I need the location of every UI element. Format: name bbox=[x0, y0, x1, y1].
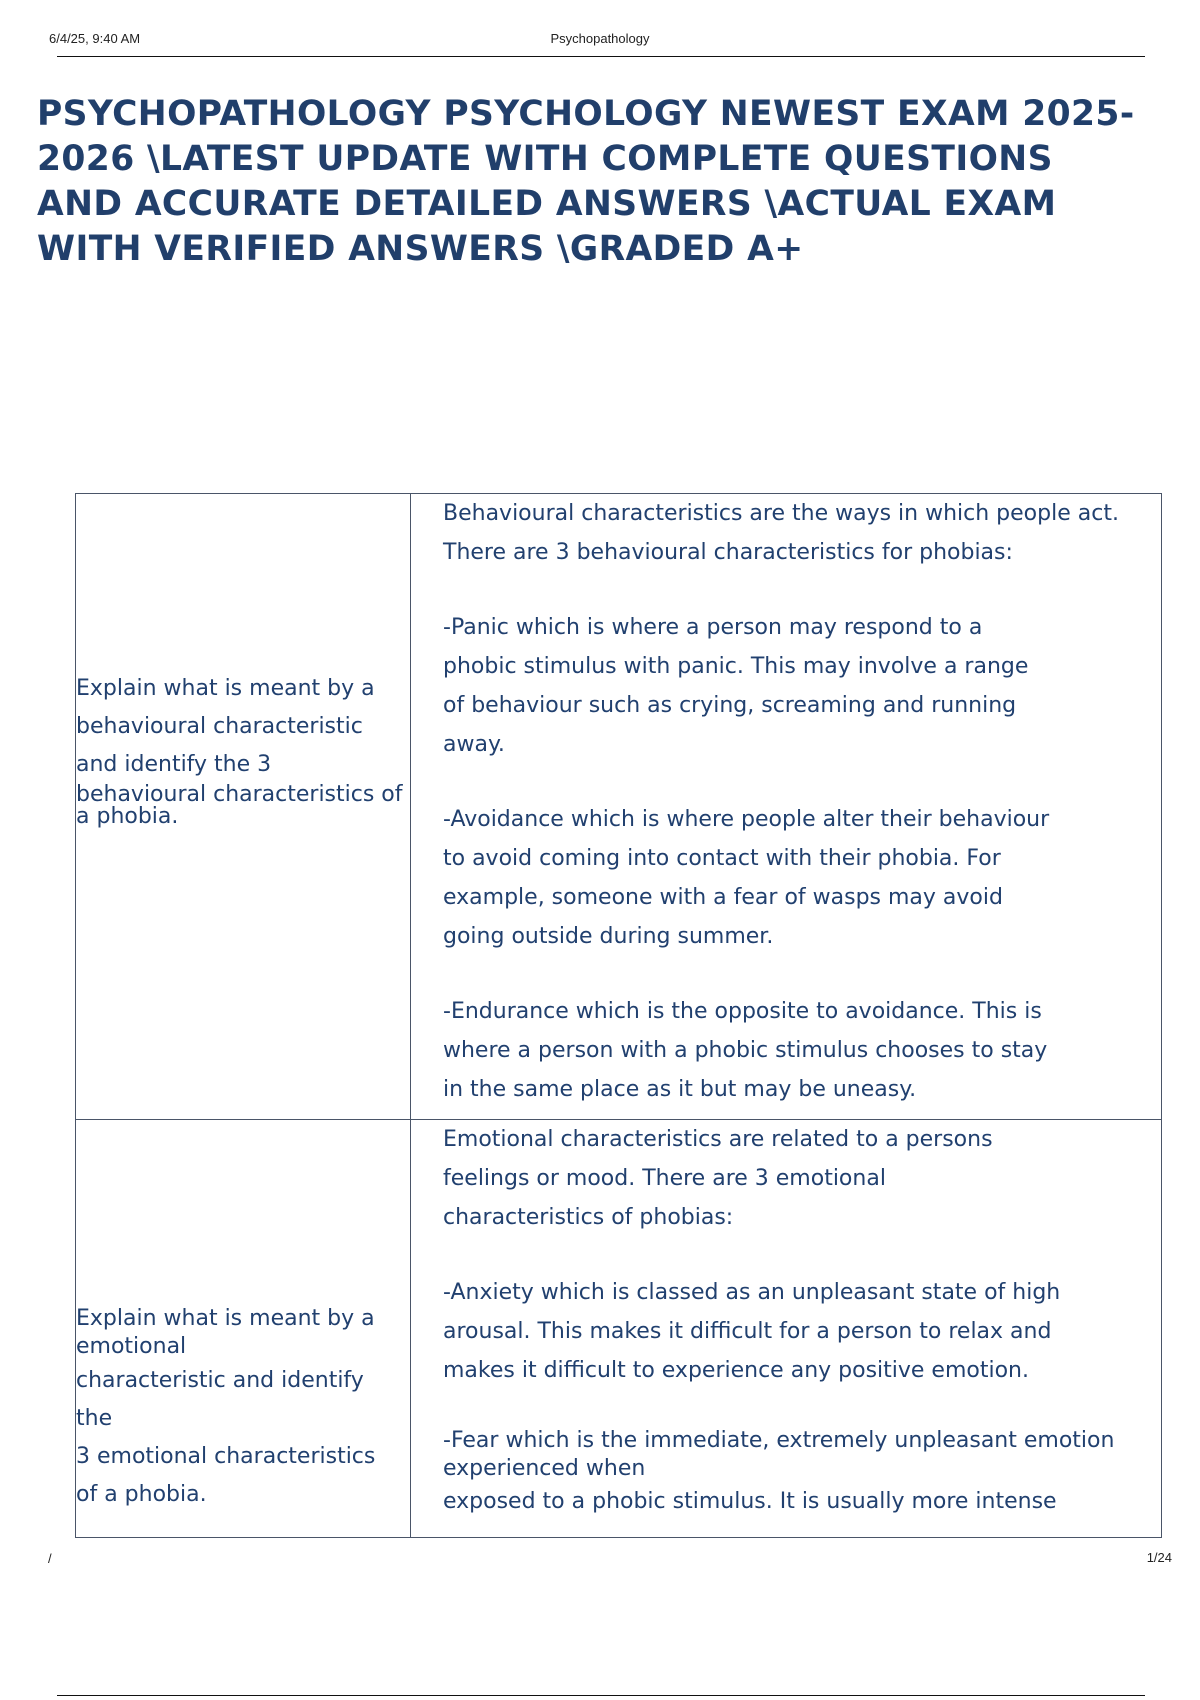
answer-line: Emotional characteristics are related to a persons bbox=[443, 1127, 993, 1152]
answer-line: away. bbox=[443, 732, 505, 757]
page-number: 1/24 bbox=[1146, 1550, 1172, 1565]
document-title bbox=[37, 92, 1187, 272]
print-footer-url: / bbox=[48, 1551, 52, 1566]
title-line: PSYCHOPATHOLOGY PSYCHOLOGY NEWEST EXAM 2025- bbox=[37, 94, 1135, 134]
answer-line: where a person with a phobic stimulus chooses to stay bbox=[443, 1038, 1048, 1063]
table-row bbox=[76, 494, 1162, 1120]
answer-line: makes it difficult to experience any positive emotion. bbox=[443, 1358, 1029, 1383]
question-line: emotional bbox=[76, 1334, 187, 1359]
answer-text bbox=[411, 1120, 1161, 1521]
question-line: characteristic and identify the bbox=[76, 1368, 364, 1431]
answer-line: -Panic which is where a person may respond to a bbox=[443, 615, 983, 640]
question-cell bbox=[76, 1120, 411, 1538]
answer-line: experienced when bbox=[443, 1456, 646, 1481]
answer-line: of behaviour such as crying, screaming and running bbox=[443, 693, 1017, 718]
answer-line: -Avoidance which is where people alter their behaviour bbox=[443, 807, 1050, 832]
answer-line: -Anxiety which is classed as an unpleasant state of high bbox=[443, 1280, 1061, 1305]
question-line: behavioural characteristic bbox=[76, 714, 363, 739]
answer-text bbox=[411, 494, 1161, 1109]
qa-table bbox=[75, 493, 1162, 1538]
print-title: Psychopathology bbox=[550, 31, 650, 46]
question-line: Explain what is meant by a bbox=[76, 676, 375, 701]
answer-line: There are 3 behavioural characteristics for phobias: bbox=[443, 540, 1013, 565]
answer-line: arousal. This makes it difficult for a person to relax and bbox=[443, 1319, 1052, 1344]
table-row bbox=[76, 1120, 1162, 1538]
question-line: Explain what is meant by a bbox=[76, 1306, 375, 1331]
header-divider bbox=[57, 56, 1145, 57]
answer-line: -Fear which is the immediate, extremely unpleasant emotion bbox=[443, 1428, 1115, 1453]
title-line: WITH VERIFIED ANSWERS \GRADED A+ bbox=[37, 229, 804, 269]
answer-line: to avoid coming into contact with their phobia. For bbox=[443, 846, 1001, 871]
question-line: behavioural characteristics of bbox=[76, 782, 403, 807]
question-text bbox=[76, 670, 406, 828]
question-text bbox=[76, 1306, 406, 1514]
answer-line: -Endurance which is the opposite to avoidance. This is bbox=[443, 999, 1042, 1024]
question-cell bbox=[76, 494, 411, 1120]
answer-line: exposed to a phobic stimulus. It is usually more intense bbox=[443, 1489, 1057, 1514]
answer-line: Behavioural characteristics are the ways in which people act. bbox=[443, 501, 1119, 526]
print-date: 6/4/25, 9:40 AM bbox=[49, 31, 141, 46]
footer-divider bbox=[57, 1695, 1145, 1696]
question-line: and identify the 3 bbox=[76, 752, 272, 777]
title-line: AND ACCURATE DETAILED ANSWERS \ACTUAL EXAM bbox=[37, 184, 1057, 224]
answer-line: feelings or mood. There are 3 emotional bbox=[443, 1166, 886, 1191]
question-line: a phobia. bbox=[76, 804, 179, 829]
question-line: of a phobia. bbox=[76, 1482, 207, 1507]
title-line: 2026 \LATEST UPDATE WITH COMPLETE QUESTIONS bbox=[37, 139, 1053, 179]
answer-line: phobic stimulus with panic. This may involve a range bbox=[443, 654, 1029, 679]
answer-cell bbox=[411, 494, 1162, 1120]
answer-line: going outside during summer. bbox=[443, 924, 774, 949]
answer-line: example, someone with a fear of wasps may avoid bbox=[443, 885, 1003, 910]
print-header bbox=[0, 0, 1200, 60]
answer-line: characteristics of phobias: bbox=[443, 1205, 734, 1230]
answer-cell bbox=[411, 1120, 1162, 1538]
answer-line: in the same place as it but may be uneasy. bbox=[443, 1077, 917, 1102]
question-line: 3 emotional characteristics bbox=[76, 1444, 376, 1469]
